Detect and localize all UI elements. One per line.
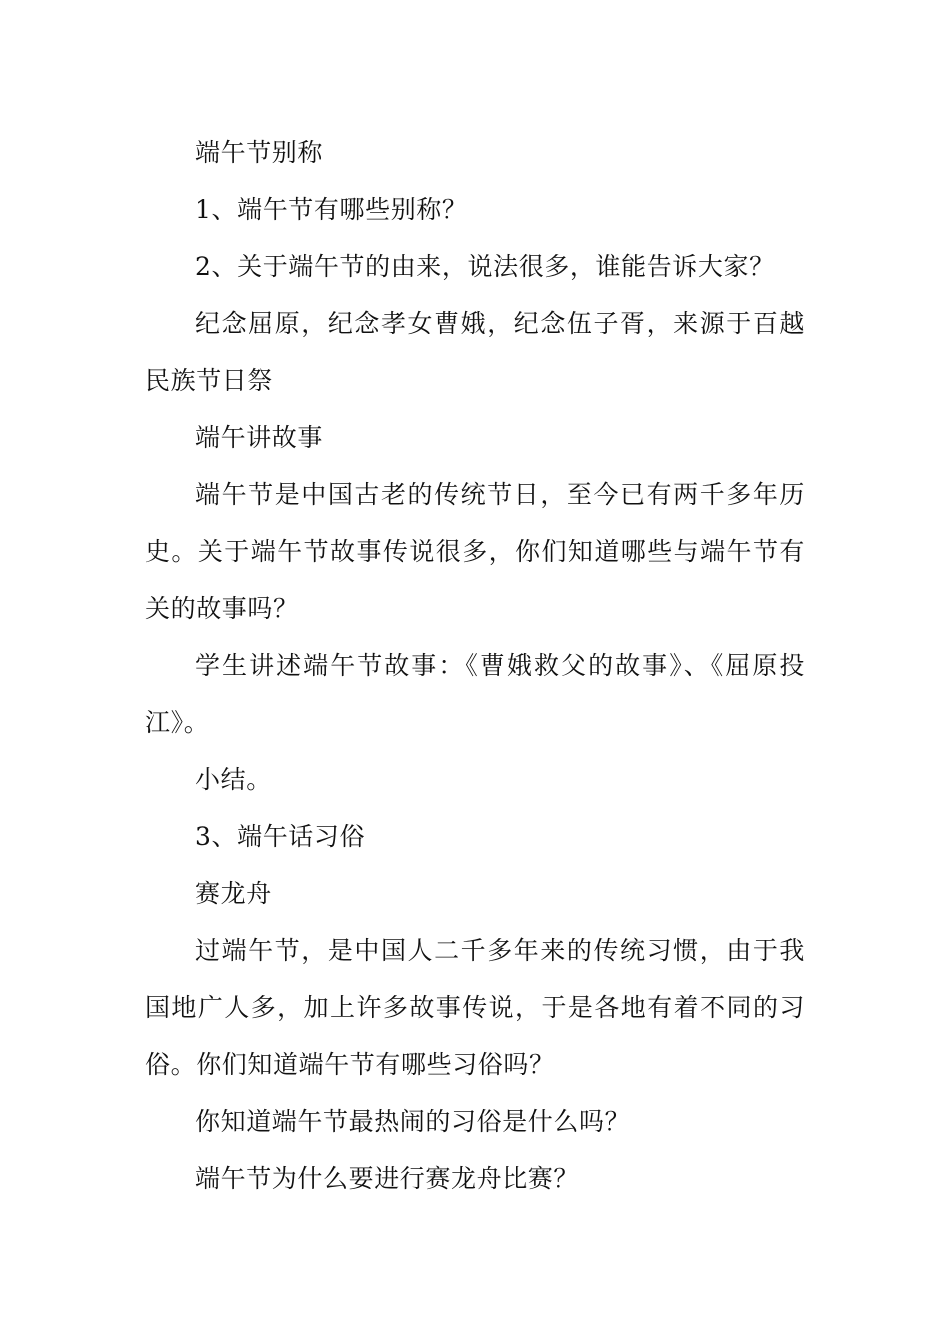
paragraph-section-title-aliases: 端午节别称	[195, 138, 324, 167]
paragraph-question-1: 1、端午节有哪些别称？	[195, 195, 468, 224]
paragraph-question-dragon-boat: 端午节为什么要进行赛龙舟比赛？	[195, 1164, 580, 1193]
paragraph-origins: 纪念屈原，纪念孝女曹娥，纪念伍子胥，来源于百越民族节日祭	[145, 309, 805, 395]
paragraph-question-2: 2、关于端午节的由来，说法很多，谁能告诉大家？	[195, 252, 775, 281]
paragraph-customs-intro: 过端午节，是中国人二千多年来的传统习惯，由于我国地广人多，加上许多故事传说，于是各地有着不同的习俗。你们知道端午节有哪些习俗吗？	[145, 936, 805, 1079]
document-body	[145, 124, 805, 1207]
paragraph-summary: 小结。	[195, 765, 272, 794]
paragraph-student-stories: 学生讲述端午节故事：《曹娥救父的故事》、《屈原投江》。	[145, 651, 805, 737]
paragraph-question-liveliest-custom: 你知道端午节最热闹的习俗是什么吗？	[195, 1107, 631, 1136]
paragraph-stories-intro: 端午节是中国古老的传统节日，至今已有两千多年历史。关于端午节故事传说很多，你们知道哪些与端午节有关的故事吗？	[145, 480, 805, 623]
paragraph-section-title-stories: 端午讲故事	[195, 423, 324, 452]
paragraph-section-title-customs: 3、端午话习俗	[195, 822, 366, 851]
paragraph-dragon-boat-title: 赛龙舟	[195, 879, 272, 908]
